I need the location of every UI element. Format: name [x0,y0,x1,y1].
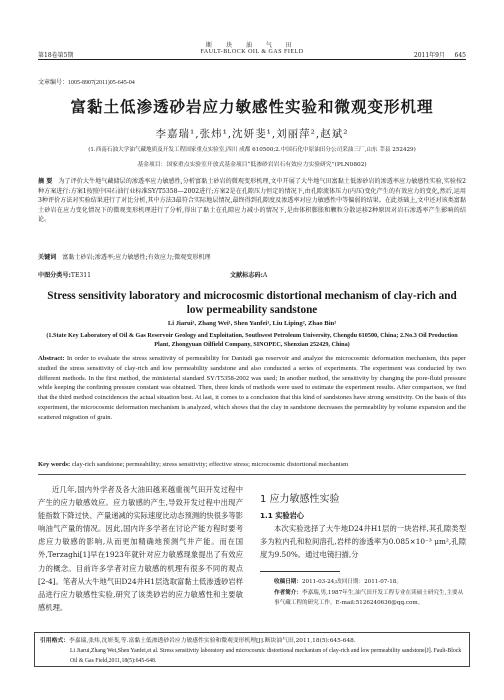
citation-box [34,632,470,667]
affiliation-cn: (1.西南石油大学油气藏地质及开发工程国家重点实验室,四川 成都 610500;2.中国石化中原油田分公司采油三厂,山东 莘县 252429) [88,147,416,153]
footnote-rule [260,571,340,572]
author-bio-label: 作者简介： [274,589,302,596]
citation-en: Li Jiarui,Zhang Wei,Shen Yanfei,et al. Stress sensitivity laboratory and microcosmic distortional mechanism of clay-rich and low permeability sandstone[J]. Fault-Block Oil & Gas Field,2011,18(5):645-648. [70,648,462,664]
received-text: 2011-03-24;改回日期：2011-07-18。 [301,579,402,585]
doc-code-value: A [262,272,268,279]
keywords-cn [38,252,466,261]
section-heading-1: 1 应力敏感性实验 [260,494,340,505]
author-bio-text: 李嘉瑞,男,1987年生,油气田开发工程专业在读硕士研究生,主要从事气藏工程的研究工作。E-mail:5126240636@qq.com。 [274,589,464,607]
issue-date [414,50,466,59]
citation-label: 引用格式： [40,638,69,644]
running-header [38,40,466,64]
paper-title-cn: 富黏土低渗透砂岩应力敏感性实验和微观变形机理 [70,98,434,116]
affiliation-en: (1.State Key Laboratory of Oil & Gas Reservoir Geology and Exploitation, Southwest Petroleum University, Chengdu 610500, China; 2.No.3 Oil Production Plant, Zhongyuan Oilfield Company, SINOPEC, Shenxian 252429, China) [46,332,458,348]
footnote-author [274,588,466,609]
abstract-separator [38,474,466,475]
abstract-cn-text: 为了评价大牛地气藏储层的渗透率应力敏感性,分析富黏土砂岩的微观变形机理,文中开展了大牛地气田富黏土低渗砂岩的渗透率应力敏感性实验,实验按2种方案进行:方案1按照中国石油行业标准SY/T5358—2002进行;方案2是在孔隙压力恒定的情况下,由孔隙流体压力(内压)变化产生的有效应力的变化,然后,运用3种评价方法对实验结果进行了对比分析,其中方法3最符合实际地层情况,最终得到孔隙度及渗透率对应力敏感性中等偏弱的结果。在此基础上,文中还对该类富黏土砂岩在应力变化情况下的微观变形机理进行了分析,得出了黏土在孔隙应力减小的情况下,是由体积膨胀和颗粒分散运移2种原因对岩石渗透率产生影响的结论。 [38,178,466,224]
keywords-cn-text: 富黏土砂岩;渗透率;应力敏感性;有效应力;微观变形机理 [62,254,211,261]
issue-date-text: 2011年9月 [413,52,445,59]
clc-number [38,270,91,279]
abstract-en-text: In order to evaluate the stress sensitivity of permeability for Daniudi gas reservoir and analyze the microcosmic deformation mechanism, this paper studied the stress sensitivity of clay-rich and low permeability sandstone and also conducted a series of experiments. The experiment was conducted by two different methods. In the first method, the ministerial standard SY/T5358-2002 was used; In another method, the sensitivity by changing the pore-fluid pressure while keeping the confining pressure constant was obtained. Then, three kinds of methods were used to estimate the experiment results. After comparison, we find that the third method coincidences the actual situation best. At last, it comes to a conclusion that this kind of sandstones have strong sensitivity. On the basis of this experiment, the microcosmic deformation mechanism is analyzed, which shows that the clay in sandstone decreases the permeability by volume expansion and the scattered migration of grain. [38,355,466,421]
footnote-received [274,577,466,588]
keywords-en-label: Key words: [38,461,71,468]
clc-label: 中图分类号: [38,272,71,279]
header-rule [38,59,466,60]
footnote [274,577,466,609]
fund-info: 基金项目：国家重点实验室开放式基金项目“低渗砂岩岩石有效应力实验研究”(PLN0802) [137,162,367,168]
paper-title-en: Stress sensitivity laboratory and microcosmic distortional mechanism of clay-rich and low permeability sandstone [47,290,457,316]
journal-name-cn: 断 块 油 气 田 [206,42,298,49]
abstract-cn [38,177,466,225]
received-label: 收稿日期： [274,579,302,585]
document-code [230,270,267,279]
doc-code-label: 文献标志码: [230,272,263,279]
keywords-en [38,461,466,468]
intro-paragraph: 近几年,国内外学者及各大油田越来越重视气田开发过程中产生的应力敏感效应。应力敏感的产生,导致开发过程中出现产能指数下降过快、产量递减的实际速度比动态预测的快很多等影响油气产量的情况。因此,国内许多学者在讨论产能方程时要考虑应力敏感的影响,从而更加精确地预测气井产能。而在国外,Terzaghi[1]早在1923年就针对应力敏感现象提出了有效应力的概念。目前许多学者对应力敏感的机理有很多不同的观点[2-4]。笔者从大牛地气田D24井H1层选取富黏土低渗透砂岩样品进行应力敏感性实验,研究了该类砂岩的应力敏感性和主要敏感机理。 [38,485,243,612]
article-number: 文章编号：1005-8907(2011)05-645-04 [38,80,135,86]
abstract-en [38,354,466,423]
section-1-1-paragraph: 本次实验选择了大牛地D24井H1层的一块岩样,其孔隙类型多为粒内孔和粒间溶孔,岩样的渗透率为0.085×10⁻³ μm²,孔隙度为9.50%。通过电镜扫描,分 [260,524,466,560]
authors-cn: 李嘉瑞¹,张炜¹,沈妍斐¹,刘丽萍²,赵斌² [155,128,349,140]
abstract-cn-label: 摘 要 [38,178,53,185]
clc-value: TE311 [70,272,92,279]
citation-cn: 李嘉瑞,张炜,沈妍斐,等.富黏土低渗透砂岩应力敏感性实验和微观变形机理[J].断块油气田,2011,18(5):645-648. [69,638,356,644]
volume-issue: 第18卷第5期 [38,52,74,59]
abstract-en-label: Abstract: [38,355,65,362]
page-number: 645 [454,52,466,59]
journal-name-en: FAULT-BLOCK OIL & GAS FIELD [200,49,304,55]
authors-en: Li Jiarui¹, Zhang Wei¹, Shen Yanfei¹, Liu Liping², Zhao Bin² [167,320,337,327]
keywords-en-text: clay-rich sandstone; permeability; stress sensitivity; effective stress; microcosmic distortional mechanism [71,461,349,468]
keywords-cn-label: 关键词 [38,254,57,261]
section-heading-1-1: 1.1 实验岩心 [260,511,304,520]
